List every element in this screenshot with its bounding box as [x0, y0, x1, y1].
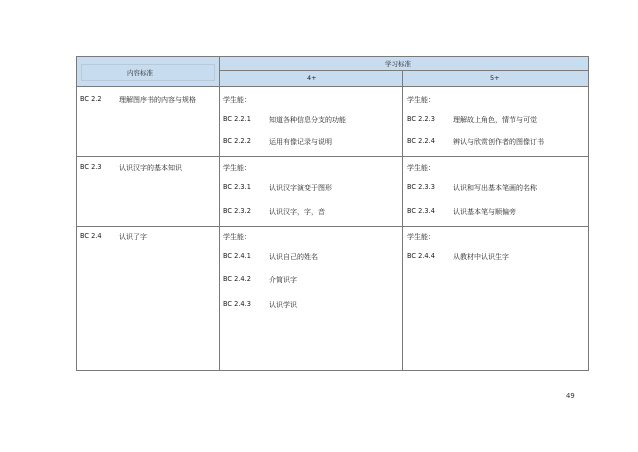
column-divider [219, 86, 220, 370]
standard-text: 认识基本笔与顺偏旁 [453, 208, 516, 216]
standard-code: BC 2.3.4 [407, 207, 435, 215]
row-content-standard: 认识了字 [119, 233, 147, 241]
learning-standard-header: 学习标准 [385, 60, 411, 68]
learner-lead: 学生能： [223, 96, 251, 104]
standard-text: 认识自己的姓名 [269, 253, 318, 261]
standard-text: 辨认与欣赏创作者的图像订书 [453, 138, 544, 146]
learner-lead: 学生能： [407, 233, 435, 241]
standard-text: 认识汉字演变于图形 [269, 184, 332, 192]
header-divider [219, 57, 220, 86]
standard-code: BC 2.4.2 [223, 275, 251, 283]
standard-code: BC 2.4.3 [223, 300, 251, 308]
row-code: BC 2.2 [80, 95, 102, 103]
row-divider [77, 156, 588, 157]
standard-text: 从教材中认识生字 [453, 253, 509, 261]
standard-code: BC 2.2.2 [223, 137, 251, 145]
learner-lead: 学生能： [407, 96, 435, 104]
standard-code: BC 2.2.3 [407, 115, 435, 123]
level-4-header: 4+ [307, 74, 317, 82]
standard-text: 认识学识 [269, 301, 297, 309]
table-header [77, 57, 588, 86]
standard-code: BC 2.4.4 [407, 252, 435, 260]
row-content-standard: 理解图序书的内容与规格 [119, 96, 196, 104]
learner-lead: 学生能： [223, 233, 251, 241]
learner-lead: 学生能： [407, 164, 435, 172]
standard-text: 介简识字 [269, 276, 297, 284]
standard-text: 知道各种信息分支的功能 [269, 116, 346, 124]
standard-code: BC 2.3.3 [407, 183, 435, 191]
learning-standards-table [76, 56, 589, 371]
page-number: 49 [566, 392, 575, 400]
content-standard-header: 内容标准 [127, 69, 153, 77]
standard-text: 运用有像记录与说明 [269, 138, 332, 146]
row-content-standard: 认识汉字的基本知识 [119, 164, 182, 172]
standard-text: 认识汉字，字，音 [269, 208, 325, 216]
header-divider [402, 70, 403, 86]
row-code: BC 2.3 [80, 163, 102, 171]
standard-code: BC 2.4.1 [223, 252, 251, 260]
standard-text: 理解故上角色，情节与可觉 [453, 116, 537, 124]
row-code: BC 2.4 [80, 232, 102, 240]
level-5-header: 5+ [490, 74, 500, 82]
standard-code: BC 2.3.2 [223, 207, 251, 215]
standard-code: BC 2.2.4 [407, 137, 435, 145]
row-divider [77, 226, 588, 227]
learner-lead: 学生能： [223, 164, 251, 172]
standard-code: BC 2.3.1 [223, 183, 251, 191]
standard-text: 认识和写出基本笔画的名称 [453, 184, 537, 192]
column-divider [402, 86, 403, 370]
header-divider [219, 70, 588, 71]
standard-code: BC 2.2.1 [223, 115, 251, 123]
row-divider [77, 86, 588, 87]
